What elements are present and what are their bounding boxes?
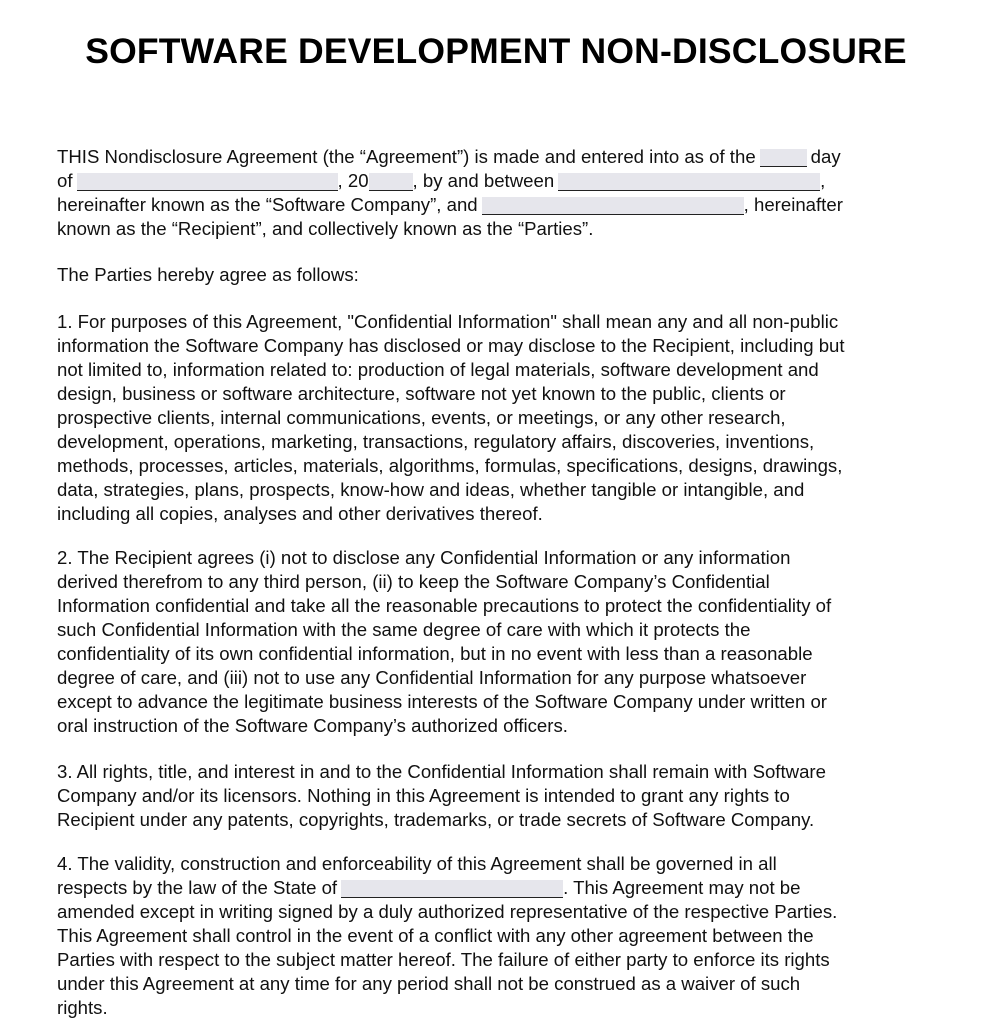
intro-text: , 20 xyxy=(337,170,369,191)
section-1-line: including all copies, analyses and other derivatives thereof. xyxy=(57,503,543,524)
day-field[interactable] xyxy=(760,149,807,167)
section-1-line: not limited to, information related to: production of legal materials, software development and xyxy=(57,359,819,380)
document-title: SOFTWARE DEVELOPMENT NON-DISCLOSURE xyxy=(85,31,907,71)
section-2-line: Information confidential and take all the reasonable precautions to protect the confidentiality of xyxy=(57,595,832,616)
intro-text: hereinafter known as the “Software Company”, and xyxy=(57,194,478,215)
agree-paragraph xyxy=(57,263,937,287)
intro-line-4: known as the “Recipient”, and collectively known as the “Parties”. xyxy=(57,218,594,239)
section-1-line: design, business or software architecture, software not yet known to the public, clients or xyxy=(57,383,786,404)
section-4-line: amended except in writing signed by a duly authorized representative of the respective Parties. xyxy=(57,901,838,922)
intro-text: , xyxy=(820,170,826,191)
section-2-line: oral instruction of the Software Company’s authorized officers. xyxy=(57,715,568,736)
section-2-line: such Confidential Information with the same degree of care with which it protects the xyxy=(57,619,751,640)
section-2-line: except to advance the legitimate business interests of the Software Company under written or xyxy=(57,691,827,712)
section-1-paragraph xyxy=(57,310,937,526)
section-3-line: Company and/or its licensors. Nothing in this Agreement is intended to grant any rights to xyxy=(57,785,790,806)
recipient-field[interactable] xyxy=(482,197,744,215)
year-field[interactable] xyxy=(369,173,413,191)
section-4-paragraph xyxy=(57,852,937,1020)
intro-text: , hereinafter xyxy=(743,194,843,215)
section-3-paragraph xyxy=(57,760,937,832)
month-field[interactable] xyxy=(77,173,338,191)
section-1-line: information the Software Company has disclosed or may disclose to the Recipient, including but xyxy=(57,335,845,356)
section-1-line: methods, processes, articles, materials, algorithms, formulas, specifications, designs, drawings, xyxy=(57,455,843,476)
intro-paragraph xyxy=(57,145,937,241)
section-4-line: Parties with respect to the subject matter hereof. The failure of either party to enforce its rights xyxy=(57,949,830,970)
section-2-line: derived therefrom to any third person, (ii) to keep the Software Company’s Confidential xyxy=(57,571,770,592)
intro-line-1 xyxy=(57,145,937,169)
section-1-line: data, strategies, plans, prospects, know-how and ideas, whether tangible or intangible, and xyxy=(57,479,805,500)
section-2-paragraph xyxy=(57,546,937,738)
intro-text: THIS Nondisclosure Agreement (the “Agreement”) is made and entered into as of the xyxy=(57,146,756,167)
section-1-line: prospective clients, internal communications, events, or meetings, or any other research, xyxy=(57,407,786,428)
section-1-line: 1. For purposes of this Agreement, "Confidential Information" shall mean any and all non-public xyxy=(57,311,839,332)
intro-line-2 xyxy=(57,169,937,193)
section-3-line: Recipient under any patents, copyrights, trademarks, or trade secrets of Software Company. xyxy=(57,809,815,830)
section-1-line: development, operations, marketing, transactions, regulatory affairs, discoveries, inventions, xyxy=(57,431,815,452)
section-3-line: 3. All rights, title, and interest in and to the Confidential Information shall remain with Software xyxy=(57,761,826,782)
intro-text: day xyxy=(810,146,841,167)
section-4-line: 4. The validity, construction and enforceability of this Agreement shall be governed in all xyxy=(57,853,777,874)
state-field[interactable] xyxy=(341,880,563,898)
section-4-line: under this Agreement at any time for any period shall not be construed as a waiver of such xyxy=(57,973,801,994)
intro-text: , by and between xyxy=(412,170,555,191)
section-2-line: degree of care, and (iii) not to use any Confidential Information for any purpose whatsoever xyxy=(57,667,807,688)
section-2-line: confidentiality of its own confidential information, but in no event with less than a reasonable xyxy=(57,643,813,664)
section-4-line xyxy=(57,876,937,900)
software-company-field[interactable] xyxy=(558,173,820,191)
section-2-line: 2. The Recipient agrees (i) not to disclose any Confidential Information or any information xyxy=(57,547,791,568)
intro-line-3 xyxy=(57,193,937,217)
section-4-line: This Agreement shall control in the event of a conflict with any other agreement between the xyxy=(57,925,814,946)
agree-line: The Parties hereby agree as follows: xyxy=(57,264,359,285)
section-4-line: rights. xyxy=(57,997,108,1018)
section-4-text: . This Agreement may not be xyxy=(563,877,801,898)
intro-text: of xyxy=(57,170,73,191)
section-4-text: respects by the law of the State of xyxy=(57,877,338,898)
